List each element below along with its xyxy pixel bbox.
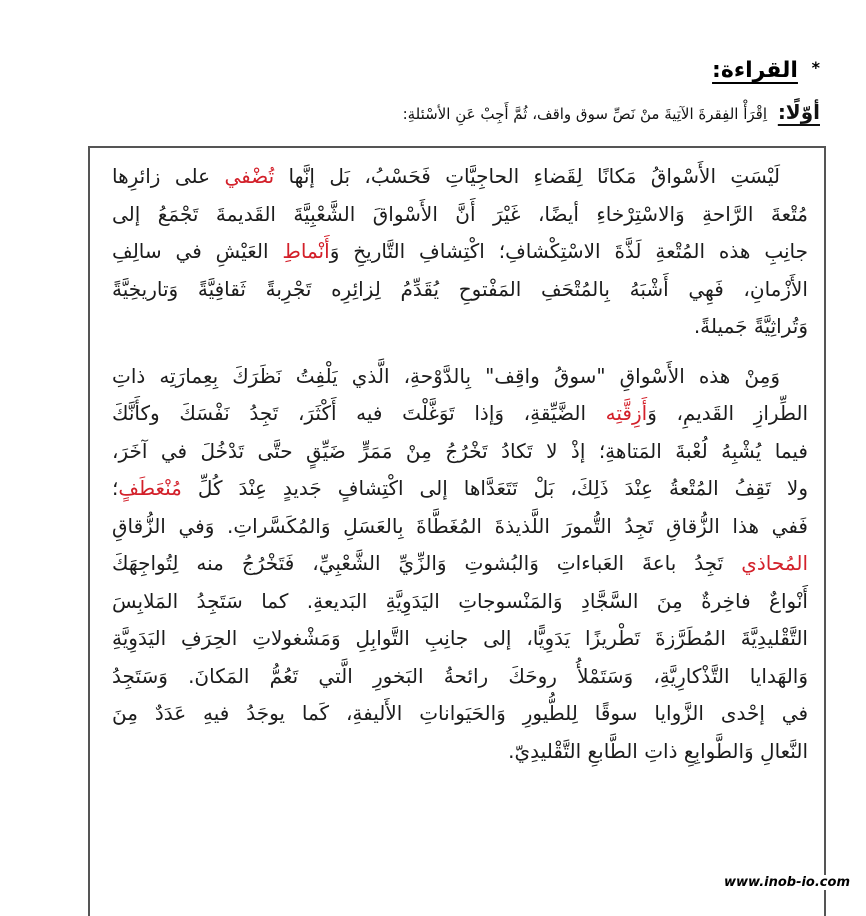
- passage-line: [112, 470, 808, 508]
- vocabulary-word: المُحاذي: [741, 551, 808, 575]
- passage-text: ؛: [112, 476, 119, 500]
- passage-text: الأَزْمانِ، فَهِي أَشْبَهُ بِالمُتْحَفِ المَفْتوحِ يُقَدِّمُ لِزائِرِه تَجْرِبةً ثَقافِيَّةً وَتاريخِيَّةً: [112, 276, 808, 301]
- passage-line: [112, 695, 808, 733]
- passage-text: تَجِدُ باعةَ العَباءاتِ وَالبُشوتِ وَالزِّيِّ الشَّعْبِيِّ، فَتَخْرُجُ منه لِتُواجِهَكَ: [112, 551, 742, 575]
- passage-text: العَيْشِ في سالِفِ: [112, 239, 283, 263]
- reading-instruction: [403, 100, 820, 124]
- site-watermark: www.inob-io.com: [724, 875, 850, 890]
- passage-text: وَتُراثِيَّةً جَميلةً.: [693, 314, 808, 338]
- passage-line: [112, 233, 808, 271]
- passage-line: [112, 658, 808, 696]
- passage-line: [112, 733, 808, 771]
- passage-text: في إحْدى الزَّوايا سوقًا لِلطُّيورِ وَالحَيَواناتِ الأَليفةِ، كَما يوجَدُ فيهِ عَدَدٌ مِنَ: [112, 701, 808, 725]
- reading-passage: [112, 158, 808, 770]
- section-title: القراءة:: [712, 58, 798, 83]
- passage-line: [112, 545, 808, 583]
- passage-text: لَيْسَتِ الأَسْواقُ مَكانًا لِقَضاءِ الحاجِيَّاتِ فَحَسْبُ، بَل إنَّها: [274, 164, 780, 188]
- passage-text: فَفي هذا الزُّقاقِ تَجِدُ التُّمورَ اللَّذيذةَ المُغَطَّاةَ بِالعَسَلِ وَالمُكَسَّراتِ. وَفي الزُّقاقِ: [112, 513, 808, 538]
- passage-line: [112, 508, 808, 546]
- passage-line: [112, 583, 808, 621]
- passage-text: وَمِنْ هذه الأَسْواقِ "سوقُ واقِف" بِالدَّوْحةِ، الَّذي يَلْفِتُ نَظَرَكَ بِعِمارَتِه ذاتِ: [112, 363, 780, 388]
- bullet-star: *: [811, 58, 820, 77]
- vocabulary-word: أَنْماطِ: [282, 239, 330, 263]
- passage-text: على زائرِها: [112, 164, 225, 188]
- vocabulary-word: تُضْفي: [224, 164, 275, 188]
- passage-line: [112, 271, 808, 309]
- passage-text: وَالهَدايا التَّذْكارِيَّةِ، وَسَتَمْلأُ روحَكَ رائحةُ البَخورِ الَّتي تَعُمُّ المَكانَ. وَسَتَجِدُ: [112, 663, 808, 688]
- instruction-text: اِقْرَأْ الفِقرةَ الآتِيةَ منْ نَصِّ سوق واقف، ثُمَّ أَجِبْ عَنِ الأسْئلةِ:: [402, 105, 768, 123]
- passage-line: [112, 196, 808, 234]
- passage-line: [112, 395, 808, 433]
- section-heading: [712, 58, 820, 83]
- passage-line: [112, 358, 808, 396]
- passage-text: مُتْعةَ الرَّاحةِ وَالاسْتِرْخاءِ أيضًا، غَيْرَ أَنَّ الأَسْواقَ الشَّعْبِيَّةَ القَديمةَ تَجْمَعُ إلى: [112, 201, 808, 226]
- passage-line: [112, 620, 808, 658]
- passage-text: جانِبِ هذه المُتْعةِ لَذَّةَ الاسْتِكْشافِ؛ اكْتِشافِ التَّاريخِ وَ: [329, 239, 808, 263]
- passage-text: فيما يُشْبِهُ لُعْبةَ المَتاهةِ؛ إذْ لا تَكادُ تَخْرُجُ مِنْ مَمَرٍّ ضَيِّقٍ حتَّى تَدْخُلَ في آخَرَ،: [112, 438, 808, 463]
- vocabulary-word: مُنْعَطَفٍ: [118, 476, 182, 500]
- instruction-label: أوّلًا:: [777, 100, 820, 124]
- passage-text: النَّعالِ وَالطَّوابِعِ ذاتِ الطَّابعِ التَّقْليدِيّ.: [508, 738, 808, 763]
- passage-line: [112, 433, 808, 471]
- passage-text: التَّقْليدِيَّةَ المُطَرَّزةَ تَطْريزًا يَدَوِيًّا، إلى جانِبِ التَّوابِلِ وَمَشْغولاتِ الحِرَفِ اليَدَوِيَّةِ: [112, 626, 808, 650]
- passage-text: الضَّيِّقةِ، وَإذا تَوَغَّلْتَ فيه أَكْثَرَ، تَجِدُ نَفْسَكَ وكأَنَّكَ: [112, 401, 606, 425]
- passage-text: أَنْواعٌ فاخِرةٌ مِنَ السَّجَّادِ وَالمَنْسوجاتِ اليَدَوِيَّةِ البَديعةِ. كما سَتَجِدُ المَلابِسَ: [112, 588, 808, 613]
- paragraph-1: [112, 158, 808, 346]
- passage-line: [112, 158, 808, 196]
- passage-line: [112, 308, 808, 346]
- passage-text: الطِّرازِ القَديمِ، وَ: [647, 401, 809, 425]
- paragraph-2: [112, 358, 808, 771]
- passage-text: ولا تَقِفُ المُتْعةُ عِنْدَ ذَلِكَ، بَلْ تَتَعَدَّاها إلى اكْتِشافٍ جَديدٍ عِنْدَ كُلِّ: [181, 476, 808, 500]
- vocabulary-word: أَزِقَّتِه: [605, 401, 648, 425]
- paragraph-gap: [112, 346, 808, 358]
